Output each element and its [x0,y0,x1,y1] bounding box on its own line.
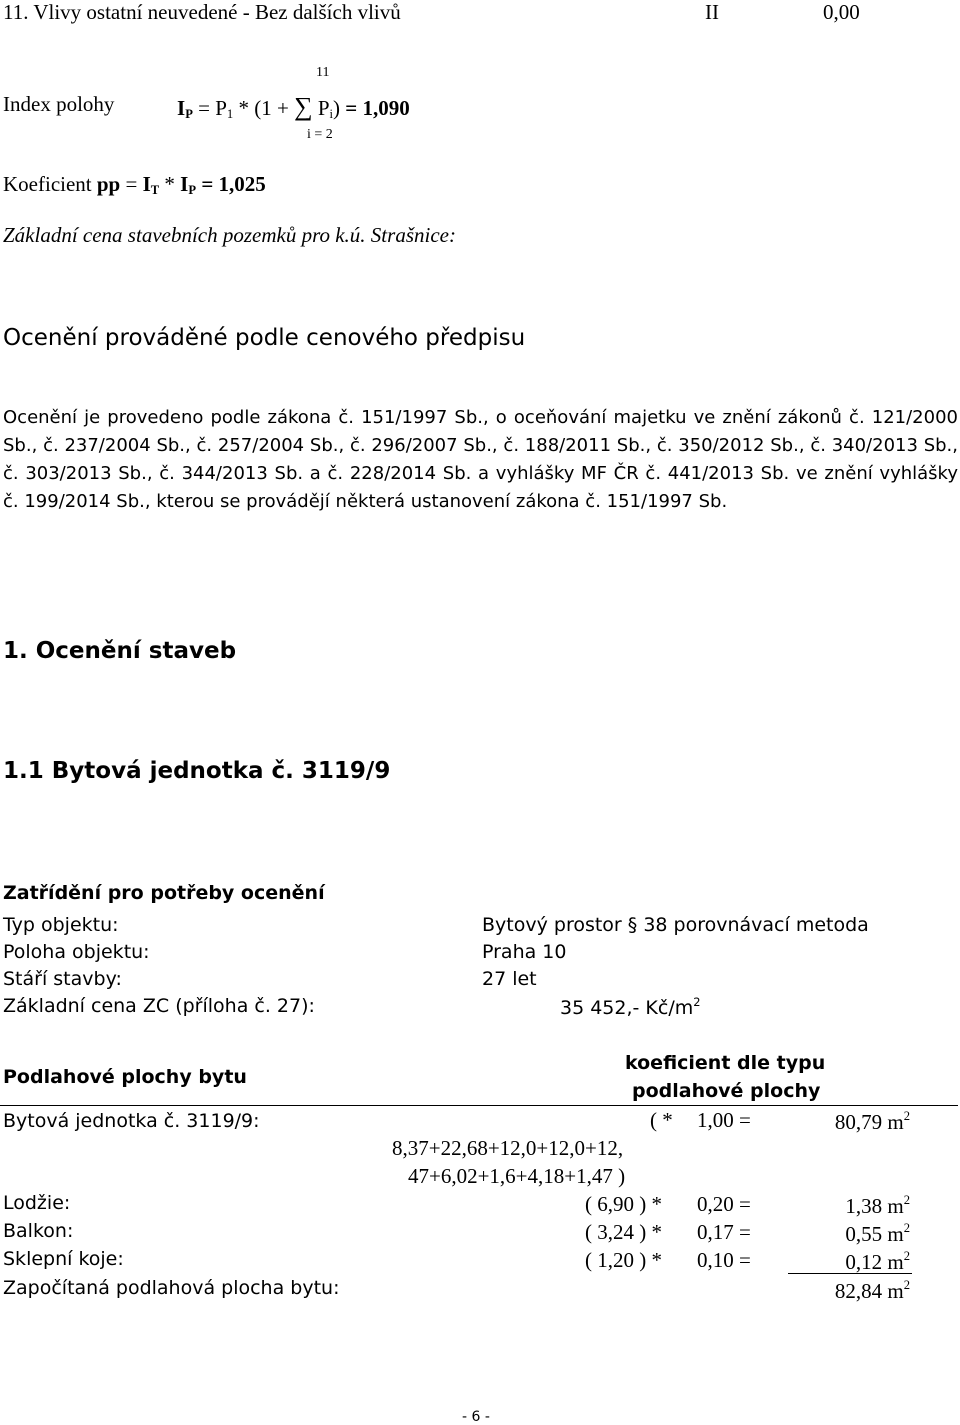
total-value: 82,84 $m^2$ [834,1278,910,1303]
typ-objektu-value: Bytový prostor § 38 porovnávací metoda [482,914,869,936]
plocha-row-expr: ( 1,20 ) * [585,1248,662,1272]
koeficient-pp-formula: Koeficient pp = $I_T * I_P = 1,025$ [3,172,266,198]
zakladni-cena-heading: Základní cena stavebních pozemků pro k.ú. Strašnice: [3,223,456,247]
oceneni-heading: Ocenění prováděné podle cenového předpisu [3,325,526,351]
plocha-row-result: 1,38 $m^2$ [845,1193,910,1218]
plocha-row-result: 0,55 $m^2$ [845,1221,910,1246]
plocha-row-coef: 0,20 = [697,1192,751,1216]
plocha-row-label: Sklepní koje: [3,1248,124,1270]
index-polohy-formula: $I_P = P_1 * (1$ + ∑ $P_i) = 1,090$ [177,92,410,122]
header-rule [0,1105,958,1106]
legal-paragraph: Ocenění je provedeno podle zákona č. 151/1997 Sb., o oceňování majetku ve znění zákonů č. 121/2000 Sb., č. 237/2004 Sb., č. 257/2004 Sb., č. 296/2007 Sb., č. 188/2011 Sb., č. 350/2012 Sb., č. 340/2013 Sb., č. 303/2013 Sb., č. 344/2013 Sb. a č. 228/2014 Sb. a vyhlášky MF ČR č. 441/2013 Sb. ve znění vyhlášky č. 199/2014 Sb., kterou se provádějí některá ustanovení zákona č. 151/1997 Sb. [3,407,958,512]
plocha-row-expr: ( 3,24 ) * [585,1220,662,1244]
plocha-row-coef: 1,00 = [697,1108,751,1132]
stari-stavby-value: 27 let [482,968,537,990]
poloha-objektu-label: Poloha objektu: [3,941,150,963]
stari-stavby-label: Stáří stavby: [3,968,122,990]
zakladni-cena-zc-label: Základní cena ZC (příloha č. 27): [3,995,315,1017]
page-number: - 6 - [462,1409,490,1425]
zatrideni-heading: Zatřídění pro potřeby ocenění [3,882,325,904]
zakladni-cena-zc-value: 35 452,- $Kč/m^2$ [560,995,701,1019]
section-oceneni-staveb: 1. Ocenění staveb [3,638,237,664]
index-polohy-result: = 1,090 [345,96,410,120]
typ-objektu-label: Typ objektu: [3,914,119,936]
plocha-row-coef: 0,17 = [697,1220,751,1244]
plocha-row-label: Bytová jednotka č. 3119/9: [3,1110,260,1132]
total-rule [788,1273,912,1274]
koeficient-header-line1: koeficient dle typu [625,1052,826,1074]
podlahove-plochy-header: Podlahové plochy bytu [3,1066,247,1088]
section-bytova-jednotka: 1.1 Bytová jednotka č. 3119/9 [3,758,391,784]
plocha-row-expr: ( * [650,1108,673,1132]
item-11-class: II [705,0,719,24]
total-label: Započítaná podlahová plocha bytu: [3,1277,340,1299]
koeficient-header-line2: podlahové plochy [632,1080,821,1102]
plocha-formula-line2: 47+6,02+1,6+4,18+1,47 ) [408,1164,626,1188]
plocha-row-coef: 0,10 = [697,1248,751,1272]
poloha-objektu-value: Praha 10 [482,941,567,963]
plocha-row-label: Balkon: [3,1220,74,1242]
item-11-label: 11. Vlivy ostatní neuvedené - Bez dalších vlivů [3,0,401,24]
plocha-row-expr: ( 6,90 ) * [585,1192,662,1216]
koeficient-pp-result: = 1,025 [201,172,266,196]
plocha-row-result: 80,79 $m^2$ [834,1109,910,1134]
index-polohy-label: Index polohy [3,92,115,116]
plocha-row-result: 0,12 $m^2$ [845,1249,910,1274]
sum-lower-limit: i = 2 [307,127,333,142]
item-11-value: 0,00 [823,0,860,24]
sum-upper-limit: 11 [316,65,330,80]
plocha-formula-line1: 8,37+22,68+12,0+12,0+12, [392,1136,624,1160]
plocha-row-label: Lodžie: [3,1192,71,1214]
